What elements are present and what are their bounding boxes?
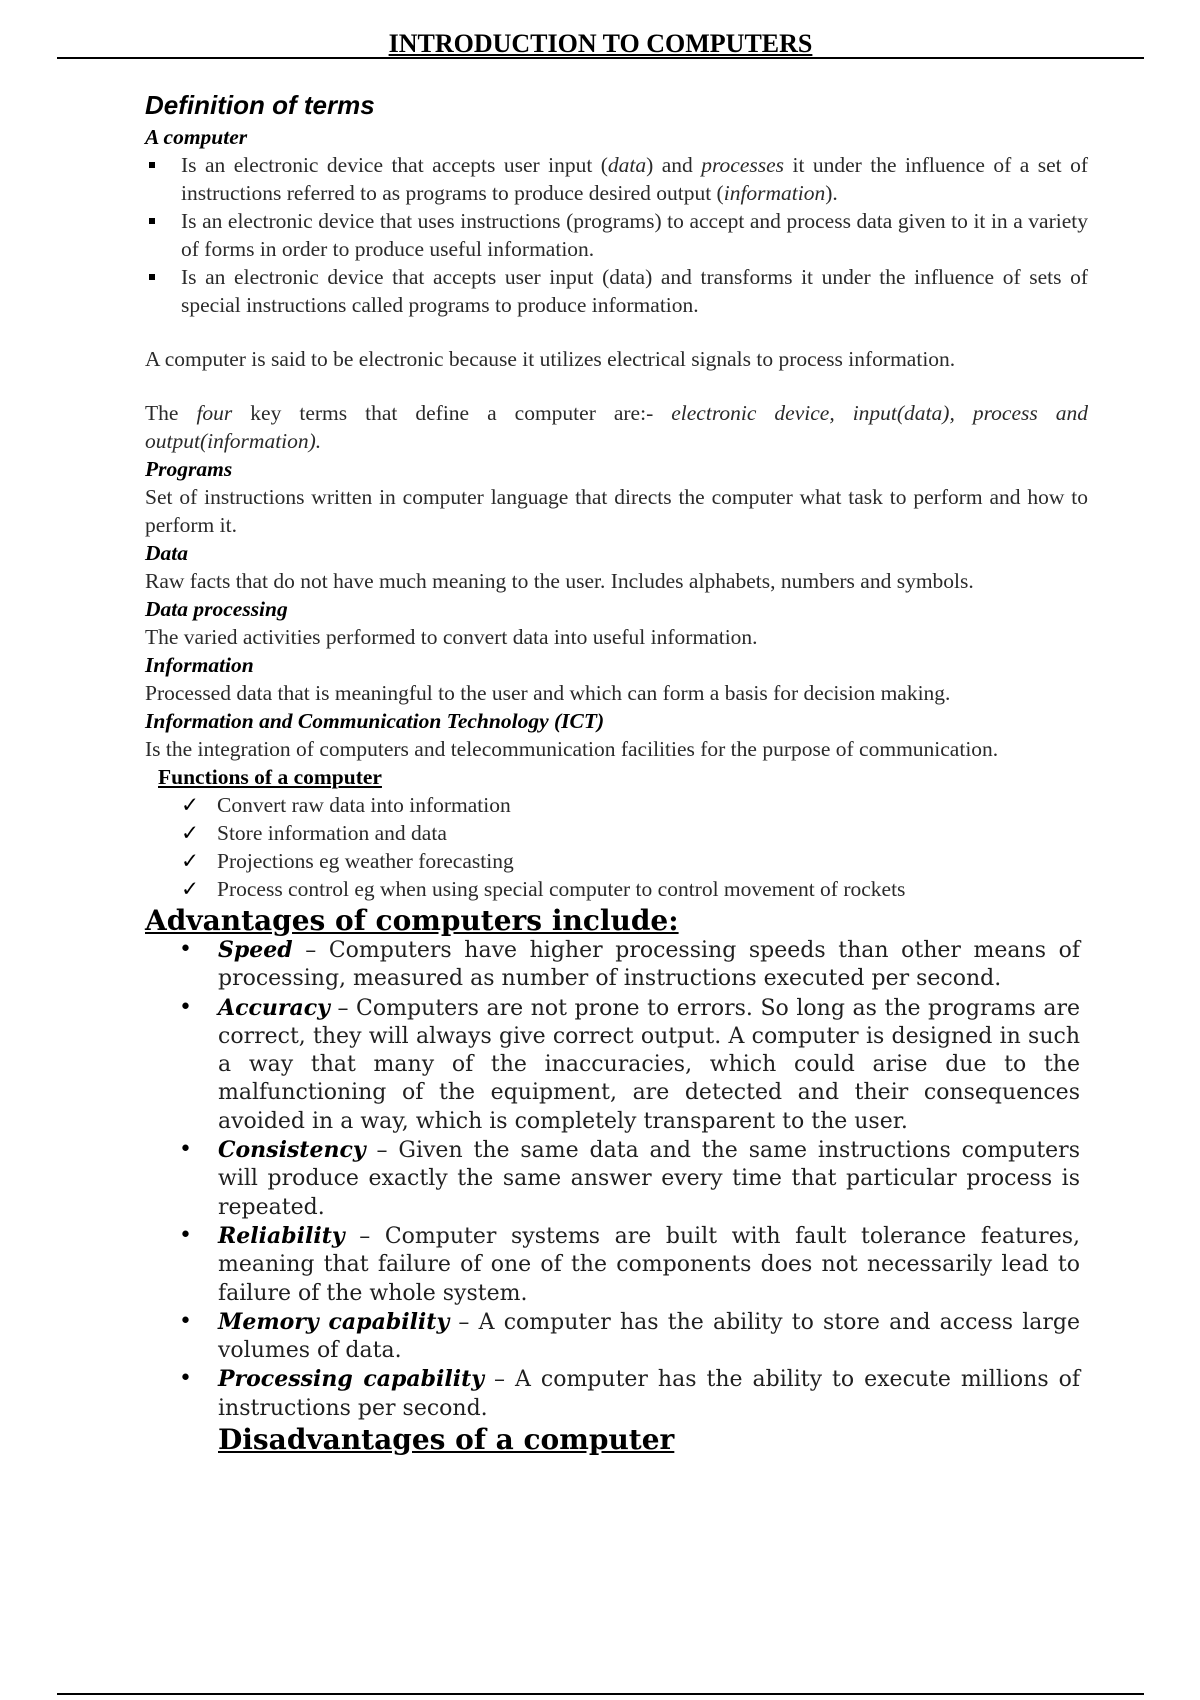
functions-list (145, 791, 1088, 903)
advantage-item: • Memory capability – A computer has the ability to store and access large volumes of data. (218, 1308, 1080, 1366)
advantage-item: • Processing capability – A computer has the ability to execute millions of instructions per second. (218, 1365, 1080, 1423)
disadvantages-title: Disadvantages of a computer (218, 1423, 675, 1457)
document-title: INTRODUCTION TO COMPUTERS (388, 29, 813, 58)
term-data: Data (145, 541, 188, 565)
page-header (57, 30, 1144, 59)
term-programs: Programs (145, 457, 233, 481)
functions-title: Functions of a computer (158, 765, 382, 789)
function-item: ✓ Convert raw data into information (181, 793, 511, 817)
key-terms-paragraph: The four key terms that define a computer are:- electronic device, input(data), process and output(information). (145, 401, 1088, 453)
definition-data-processing: The varied activities performed to convert data into useful information. (145, 625, 758, 649)
definition-programs: Set of instructions written in computer language that directs the computer what task to perform and how to perform it. (145, 485, 1088, 537)
term-ict: Information and Communication Technology (ICT) (145, 709, 605, 733)
check-icon: ✓ (181, 877, 200, 901)
advantage-item: • Reliability – Computer systems are built with fault tolerance features, meaning that failure of one of the components does not necessarily lead to failure of the whole system. (218, 1222, 1080, 1308)
check-icon: ✓ (181, 793, 200, 817)
check-icon: ✓ (181, 821, 200, 845)
footer-rule (57, 1693, 1144, 1695)
term-data-processing: Data processing (145, 597, 288, 621)
definition-item: Is an electronic device that accepts user input (data) and transforms it under the influence of sets of special instructions called programs to produce information. (145, 263, 1088, 319)
electronic-note: A computer is said to be electronic because it utilizes electrical signals to process information. (145, 347, 956, 371)
advantage-item: • Speed – Computers have higher processing speeds than other means of processing, measured as number of instructions executed per second. (218, 936, 1080, 994)
advantages-list (145, 936, 1088, 1423)
advantages-title: Advantages of computers include: (145, 904, 679, 937)
function-item: ✓ Store information and data (181, 821, 447, 845)
definition-item: Is an electronic device that accepts user input (data) and processes it under the influence of a set of instructions referred to as programs to produce desired output (information). (145, 151, 1088, 207)
function-item: ✓ Process control eg when using special computer to control movement of rockets (181, 877, 906, 901)
function-item: ✓ Projections eg weather forecasting (181, 849, 514, 873)
definition-item: Is an electronic device that uses instructions (programs) to accept and process data given to it in a variety of forms in order to produce useful information. (145, 207, 1088, 263)
computer-definitions-list (145, 151, 1088, 319)
document-body (145, 88, 1088, 1456)
advantage-item: • Accuracy – Computers are not prone to errors. So long as the programs are correct, they will always give correct output. A computer is designed in such a way that many of the inaccuracies, which could arise due to the malfunctioning of the equipment, are detected and their consequences avoided in a way, which is completely transparent to the user. (218, 994, 1080, 1136)
advantage-item: • Consistency – Given the same data and the same instructions computers will produce exactly the same answer every time that particular process is repeated. (218, 1136, 1080, 1222)
definition-ict: Is the integration of computers and telecommunication facilities for the purpose of communication. (145, 737, 999, 761)
section-heading: Definition of terms (145, 90, 375, 120)
definition-data: Raw facts that do not have much meaning to the user. Includes alphabets, numbers and symbols. (145, 569, 974, 593)
term-computer: A computer (145, 125, 248, 149)
check-icon: ✓ (181, 849, 200, 873)
definition-information: Processed data that is meaningful to the user and which can form a basis for decision making. (145, 681, 951, 705)
term-information: Information (145, 653, 254, 677)
